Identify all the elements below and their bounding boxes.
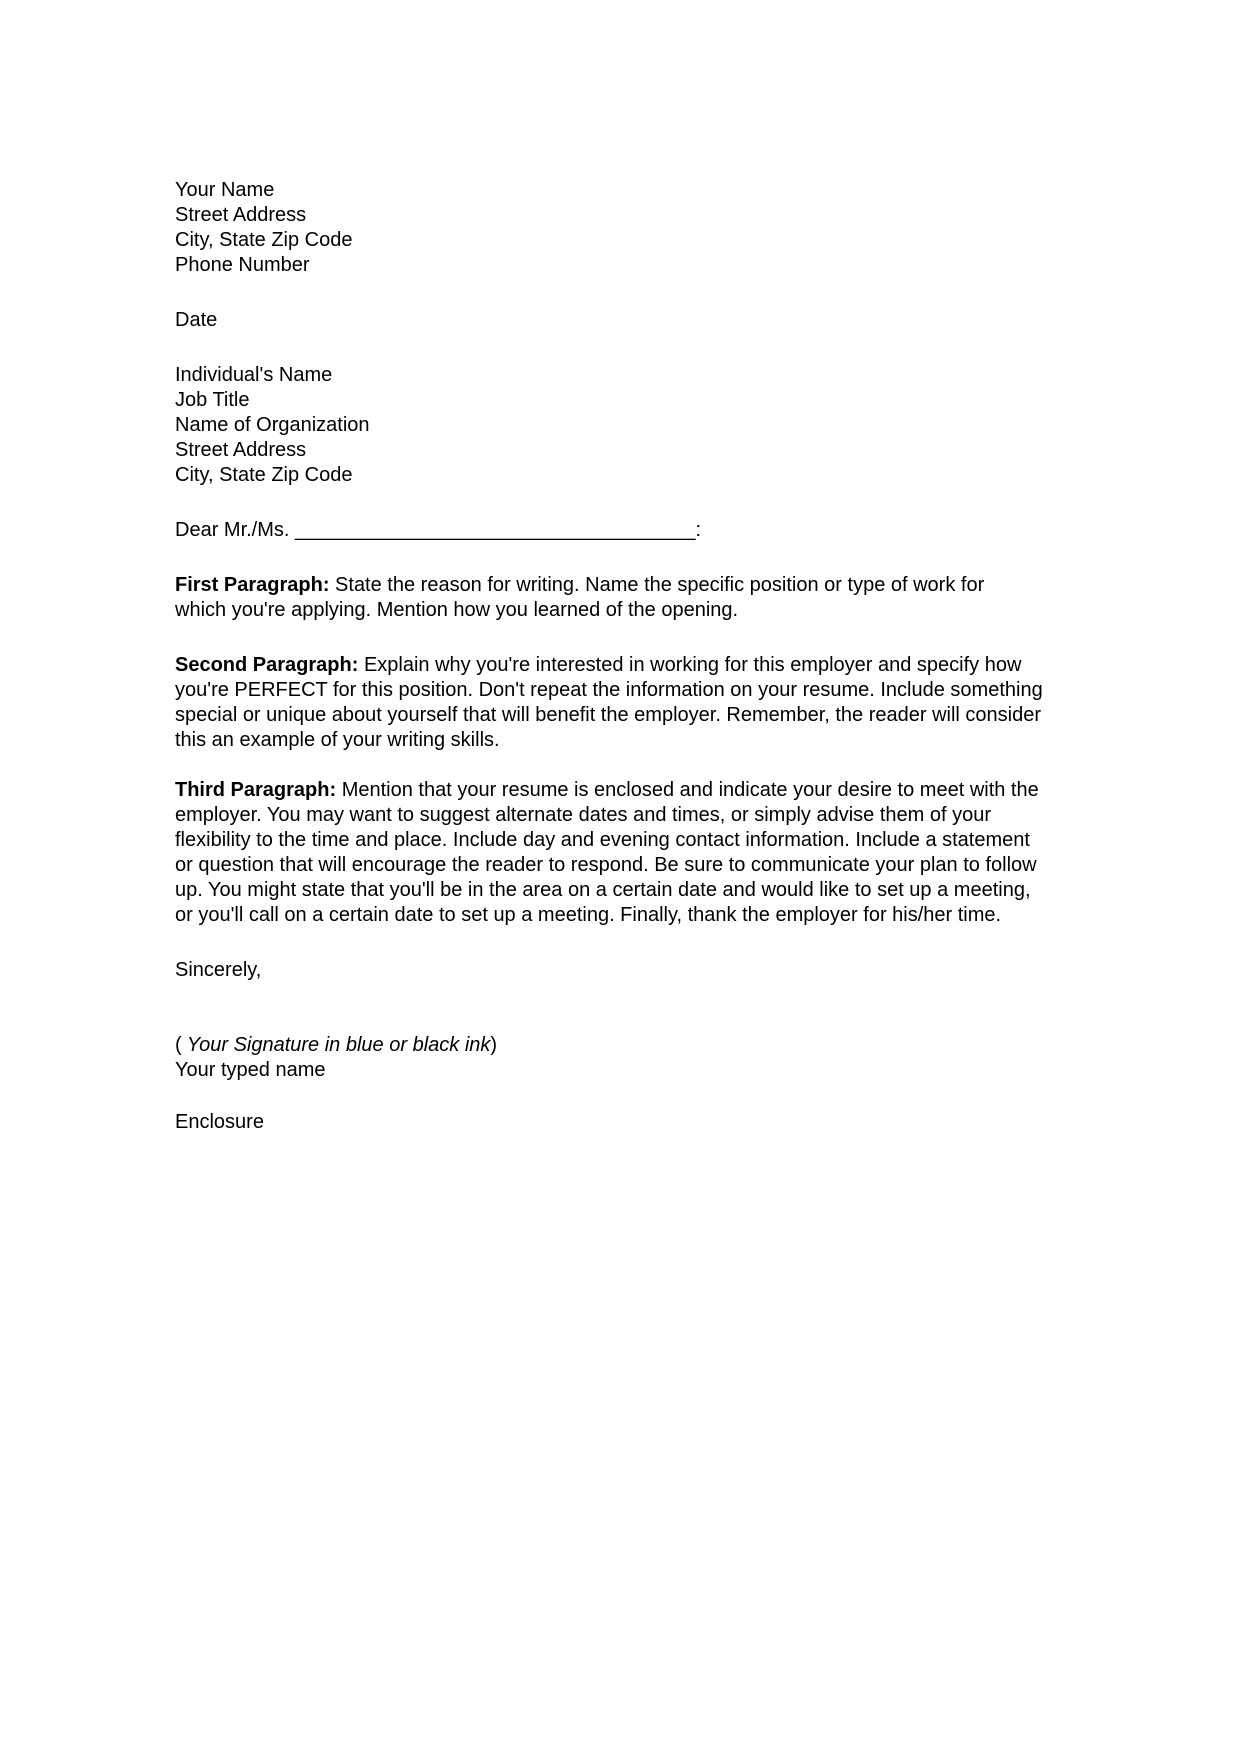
date-line: Date bbox=[175, 309, 218, 331]
recipient-organization-line: Name of Organization bbox=[175, 414, 370, 436]
paragraph-third bbox=[175, 778, 1135, 928]
closing-text: Sincerely, bbox=[175, 959, 262, 981]
recipient-job-title-line: Job Title bbox=[175, 389, 250, 411]
typed-name-line: Your typed name bbox=[175, 1059, 326, 1081]
enclosure-line: Enclosure bbox=[175, 1111, 264, 1133]
recipient-name-line: Individual's Name bbox=[175, 364, 333, 386]
paragraph-third-body: Mention that your resume is enclosed and indicate your desire to meet with the employer. You may want to suggest alternate dates and times, or simply advise them of your flexibility to the time and place. Include day and evening contact information. Include a statement or question that will encourage the reader to respond. Be sure to communicate your plan to follow up. You might state that you'll be in the area on a certain date and would like to set up a meeting, or you'll call on a certain date to set up a meeting. Finally, thank the employer for his/her time. bbox=[175, 779, 1039, 926]
sender-street-line: Street Address bbox=[175, 204, 307, 226]
salutation-line bbox=[175, 518, 1135, 543]
salutation-colon: : bbox=[695, 519, 702, 541]
sender-address-block bbox=[175, 178, 1135, 278]
paragraph-second-label: Second Paragraph: bbox=[175, 654, 359, 676]
sender-name-line: Your Name bbox=[175, 179, 275, 201]
signature-close-paren: ) bbox=[490, 1034, 498, 1056]
sender-phone-line: Phone Number bbox=[175, 254, 310, 276]
signature-open-paren: ( bbox=[175, 1034, 182, 1056]
letter-content bbox=[175, 178, 1135, 1135]
closing-line bbox=[175, 958, 1135, 983]
sender-city-line: City, State Zip Code bbox=[175, 229, 353, 251]
paragraph-second bbox=[175, 653, 1135, 753]
date-block bbox=[175, 308, 1135, 333]
recipient-street-line: Street Address bbox=[175, 439, 307, 461]
signature-note-line bbox=[175, 1033, 1135, 1058]
recipient-city-line: City, State Zip Code bbox=[175, 464, 353, 486]
signature-block bbox=[175, 1033, 1135, 1083]
salutation-prefix: Dear Mr./Ms. bbox=[175, 519, 290, 541]
paragraph-third-label: Third Paragraph: bbox=[175, 779, 337, 801]
paragraph-first-label: First Paragraph: bbox=[175, 574, 330, 596]
recipient-address-block bbox=[175, 363, 1135, 488]
enclosure-block bbox=[175, 1110, 1135, 1135]
paragraph-first-body: State the reason for writing. Name the specific position or type of work for which you're applying. Mention how you learned of the opening. bbox=[175, 574, 985, 621]
paragraph-second-body: Explain why you're interested in working for this employer and specify how you're PERFECT for this position. Don't repeat the information on your resume. Include something special or unique about yourself that will benefit the employer. Remember, the reader will consider this an example of your writing skills. bbox=[175, 654, 1043, 751]
paragraph-first bbox=[175, 573, 1135, 623]
salutation-blank-underline: ____________________________________ bbox=[295, 519, 696, 541]
signature-note-italic: Your Signature in blue or black ink bbox=[181, 1034, 491, 1056]
